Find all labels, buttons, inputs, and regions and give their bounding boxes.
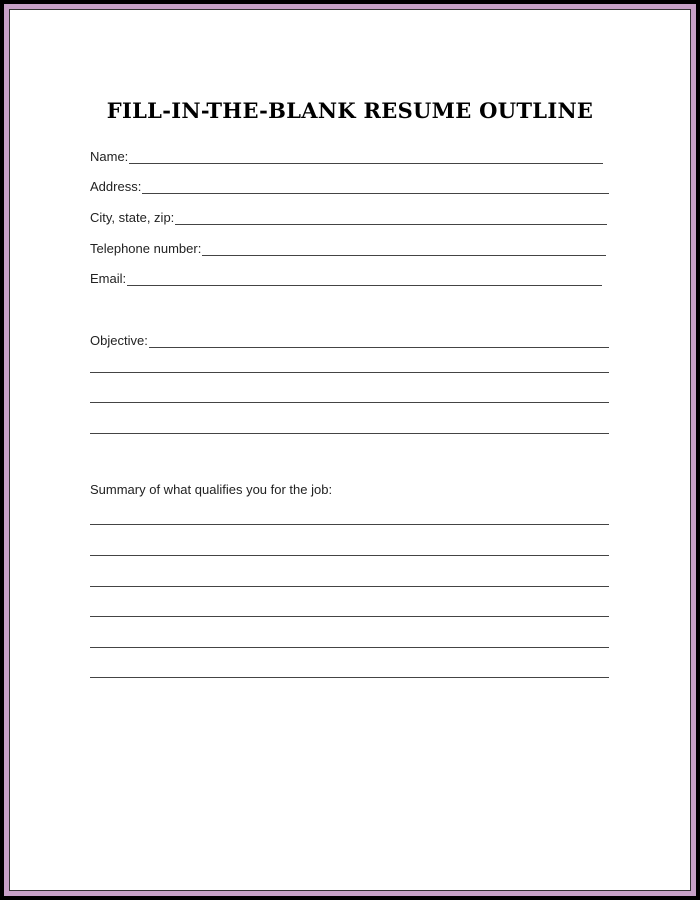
objective-line-4[interactable] bbox=[90, 433, 609, 434]
summary-line-2[interactable] bbox=[90, 555, 609, 556]
city-state-zip-blank-line[interactable] bbox=[175, 212, 607, 225]
city-state-zip-label: City, state, zip: bbox=[90, 210, 175, 225]
objective-line-3[interactable] bbox=[90, 402, 609, 403]
summary-line-3[interactable] bbox=[90, 586, 609, 587]
summary-line-5[interactable] bbox=[90, 647, 609, 648]
summary-line-4[interactable] bbox=[90, 616, 609, 617]
telephone-field[interactable] bbox=[90, 238, 606, 256]
telephone-blank-line[interactable] bbox=[202, 243, 606, 256]
email-blank-line[interactable] bbox=[127, 273, 602, 286]
objective-field[interactable] bbox=[90, 330, 609, 348]
telephone-label: Telephone number: bbox=[90, 241, 202, 256]
name-label: Name: bbox=[90, 149, 129, 164]
document-title: FILL-IN-THE-BLANK RESUME OUTLINE bbox=[106, 98, 594, 123]
objective-label: Objective: bbox=[90, 333, 148, 348]
name-field[interactable] bbox=[90, 146, 603, 164]
objective-blank-line[interactable] bbox=[149, 335, 609, 348]
document-page bbox=[10, 10, 690, 890]
objective-line-2[interactable] bbox=[90, 372, 609, 373]
summary-line-6[interactable] bbox=[90, 677, 609, 678]
address-field[interactable] bbox=[90, 176, 609, 194]
email-field[interactable] bbox=[90, 268, 602, 286]
email-label: Email: bbox=[90, 271, 127, 286]
summary-line-1[interactable] bbox=[90, 524, 609, 525]
name-blank-line[interactable] bbox=[129, 151, 603, 164]
address-label: Address: bbox=[90, 179, 142, 194]
city-state-zip-field[interactable] bbox=[90, 207, 607, 225]
address-blank-line[interactable] bbox=[142, 181, 609, 194]
summary-label: Summary of what qualifies you for the job: bbox=[90, 482, 333, 497]
